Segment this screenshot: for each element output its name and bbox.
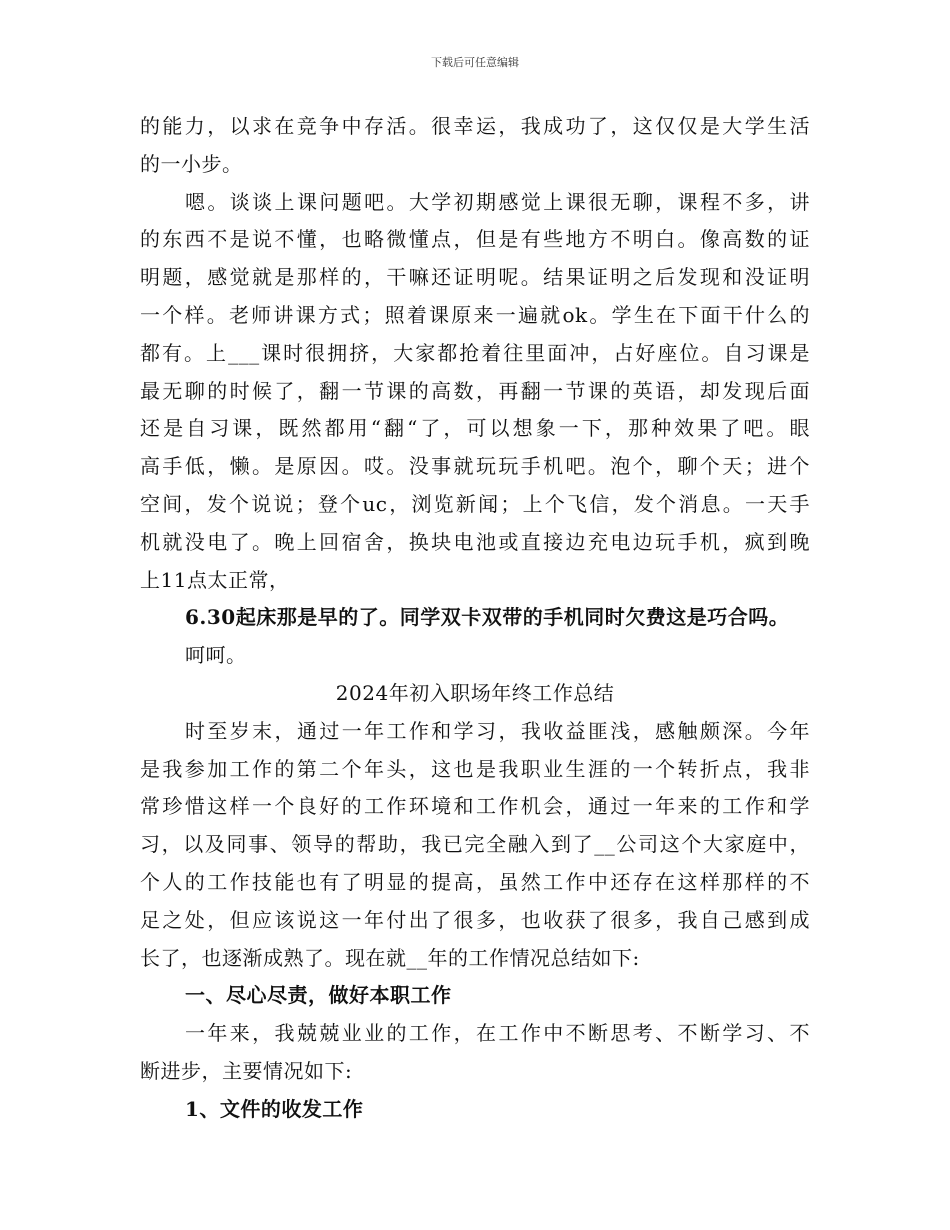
text-line: 时至岁末，通过一年工作和学习，我收益匪浅，感触颇深。今年 <box>185 718 810 743</box>
text-line: 常珍惜这样一个良好的工作环境和工作机会，通过一年来的工作和学 <box>140 794 810 819</box>
text-line: 高手低，懒。是原因。哎。没事就玩玩手机吧。泡个，聊个天；进个 <box>140 454 810 479</box>
heading-line: 1、文件的收发工作 <box>185 1096 364 1121</box>
text-line: 嗯。谈谈上课问题吧。大学初期感觉上课很无聊，课程不多，讲 <box>185 189 810 214</box>
text-line: 还是自习课，既然都用“翻“了，可以想象一下，那种效果了吧。眼 <box>140 416 810 441</box>
text-line: 6.30起床那是早的了。同学双卡双带的手机同时欠费这是巧合吗。 <box>185 605 790 630</box>
text-line: 断进步，主要情况如下: <box>140 1058 353 1083</box>
text-line: 长了，也逐渐成熟了。现在就__年的工作情况总结如下: <box>140 945 640 970</box>
text-line: 机就没电了。晚上回宿舍，换块电池或直接边充电边玩手机，疯到晚 <box>140 529 810 554</box>
text-line: 都有。上___课时很拥挤，大家都抢着往里面冲，占好座位。自习课是 <box>140 340 810 365</box>
text-line: 习，以及同事、领导的帮助，我已完全融入到了__公司这个大家庭中， <box>140 832 810 857</box>
text-line: 最无聊的时候了，翻一节课的高数，再翻一节课的英语，却发现后面 <box>140 378 810 403</box>
text-line: 的能力，以求在竞争中存活。很幸运，我成功了，这仅仅是大学生活 <box>140 114 810 138</box>
text-line: 空间，发个说说；登个uc，浏览新闻；上个飞信，发个消息。一天手 <box>140 491 810 516</box>
text-line: 足之处，但应该说这一年付出了很多，也收获了很多，我自己感到成 <box>140 907 810 932</box>
text-line: 的一小步。 <box>140 151 243 176</box>
page-header: 下载后可任意编辑 <box>431 56 519 69</box>
text-line: 个人的工作技能也有了明显的提高，虽然工作中还存在这样那样的不 <box>140 869 810 894</box>
heading-line: 一、尽心尽责，做好本职工作 <box>185 983 452 1008</box>
section-title: 2024年初入职场年终工作总结 <box>335 680 615 705</box>
text-line: 一个样。老师讲课方式；照着课原来一遍就ok。学生在下面干什么的 <box>140 302 810 327</box>
text-line: 上11点太正常， <box>140 567 290 592</box>
text-line: 的东西不是说不懂，也略微懂点，但是有些地方不明白。像高数的证 <box>140 227 810 252</box>
text-line: 明题，感觉就是那样的，干嘛还证明呢。结果证明之后发现和没证明 <box>140 265 810 290</box>
text-line: 一年来，我兢兢业业的工作，在工作中不断思考、不断学习、不 <box>185 1021 810 1046</box>
text-line: 是我参加工作的第二个年头，这也是我职业生涯的一个转折点，我非 <box>140 756 810 781</box>
text-line: 呵呵。 <box>185 643 247 668</box>
document-body <box>140 108 810 1129</box>
